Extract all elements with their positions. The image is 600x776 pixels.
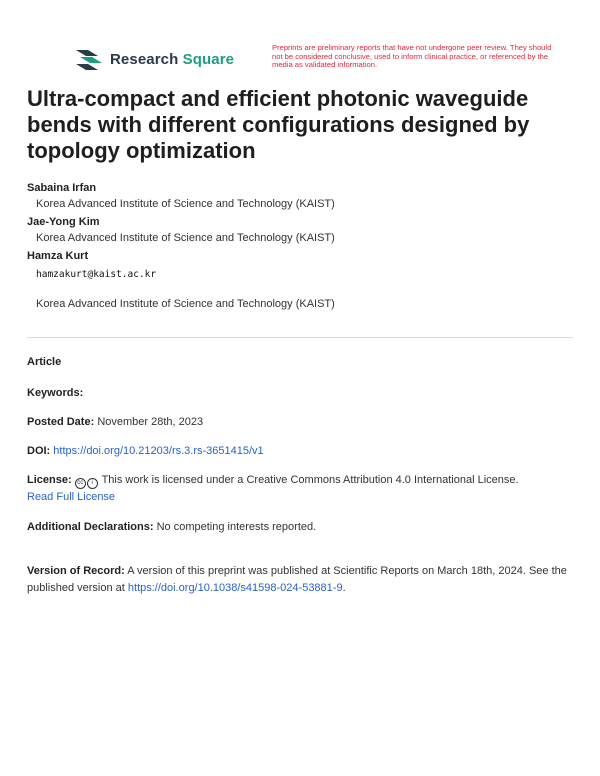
logo-text [110,51,234,68]
attribution-icon: i [87,478,98,489]
license-label: License: [27,474,72,486]
section-divider [27,337,573,338]
author-affiliation: Korea Advanced Institute of Science and Technology (KAIST) [36,232,335,244]
author-affiliation: Korea Advanced Institute of Science and Technology (KAIST) [36,298,335,310]
author-name: Sabaina Irfan [27,182,97,194]
logo-text-secondary: Square [182,50,235,68]
author-list [27,180,567,314]
author-affiliation: Korea Advanced Institute of Science and Technology (KAIST) [36,198,335,210]
posted-date [27,414,577,431]
license [27,472,577,506]
article-type-label: Article [27,356,62,368]
version-of-record [27,563,577,597]
author-name: Jae-Yong Kim [27,216,100,228]
header [74,44,554,78]
author-name: Hamza Kurt [27,250,89,262]
version-of-record-link[interactable]: https://doi.org/10.1038/s41598-024-53881-9 [127,582,343,594]
version-of-record-end: . [342,582,346,594]
declarations-value: No competing interests reported. [156,521,317,533]
doi [27,443,577,460]
doi-link[interactable]: https://doi.org/10.21203/rs.3.rs-3651415/v1 [53,445,264,457]
declarations-label: Additional Declarations: [27,521,154,533]
posted-date-label: Posted Date: [27,416,95,428]
posted-date-value: November 28th, 2023 [97,416,204,428]
preprint-notice: Preprints are preliminary reports that have not undergone peer review. They should not be considered conclusive, used to inform clinical practice, or referenced by the media as validated information. [272,43,552,70]
keywords-label: Keywords: [27,387,84,399]
additional-declarations [27,519,577,536]
creative-commons-icon: cc [75,478,86,489]
version-of-record-label: Version of Record: [27,565,125,577]
research-square-logo-icon [74,46,104,72]
doi-label: DOI: [27,445,51,457]
keywords [27,385,577,402]
research-square-logo[interactable] [74,46,234,72]
author-email[interactable]: hamzakurt@kaist.ac.kr [36,269,157,280]
version-of-record-text: A version of this preprint was published at Scientific Reports on March 18th, 2024. See the published version at [27,565,567,594]
paper-title: Ultra-compact and efficient photonic waveguide bends with different configurations designed by topology optimization [27,86,530,163]
read-full-license-link[interactable]: Read Full License [27,491,116,503]
article-type [27,354,577,371]
logo-text-primary: Research [110,50,179,68]
license-text: This work is licensed under a Creative Commons Attribution 4.0 International License. [101,474,519,486]
